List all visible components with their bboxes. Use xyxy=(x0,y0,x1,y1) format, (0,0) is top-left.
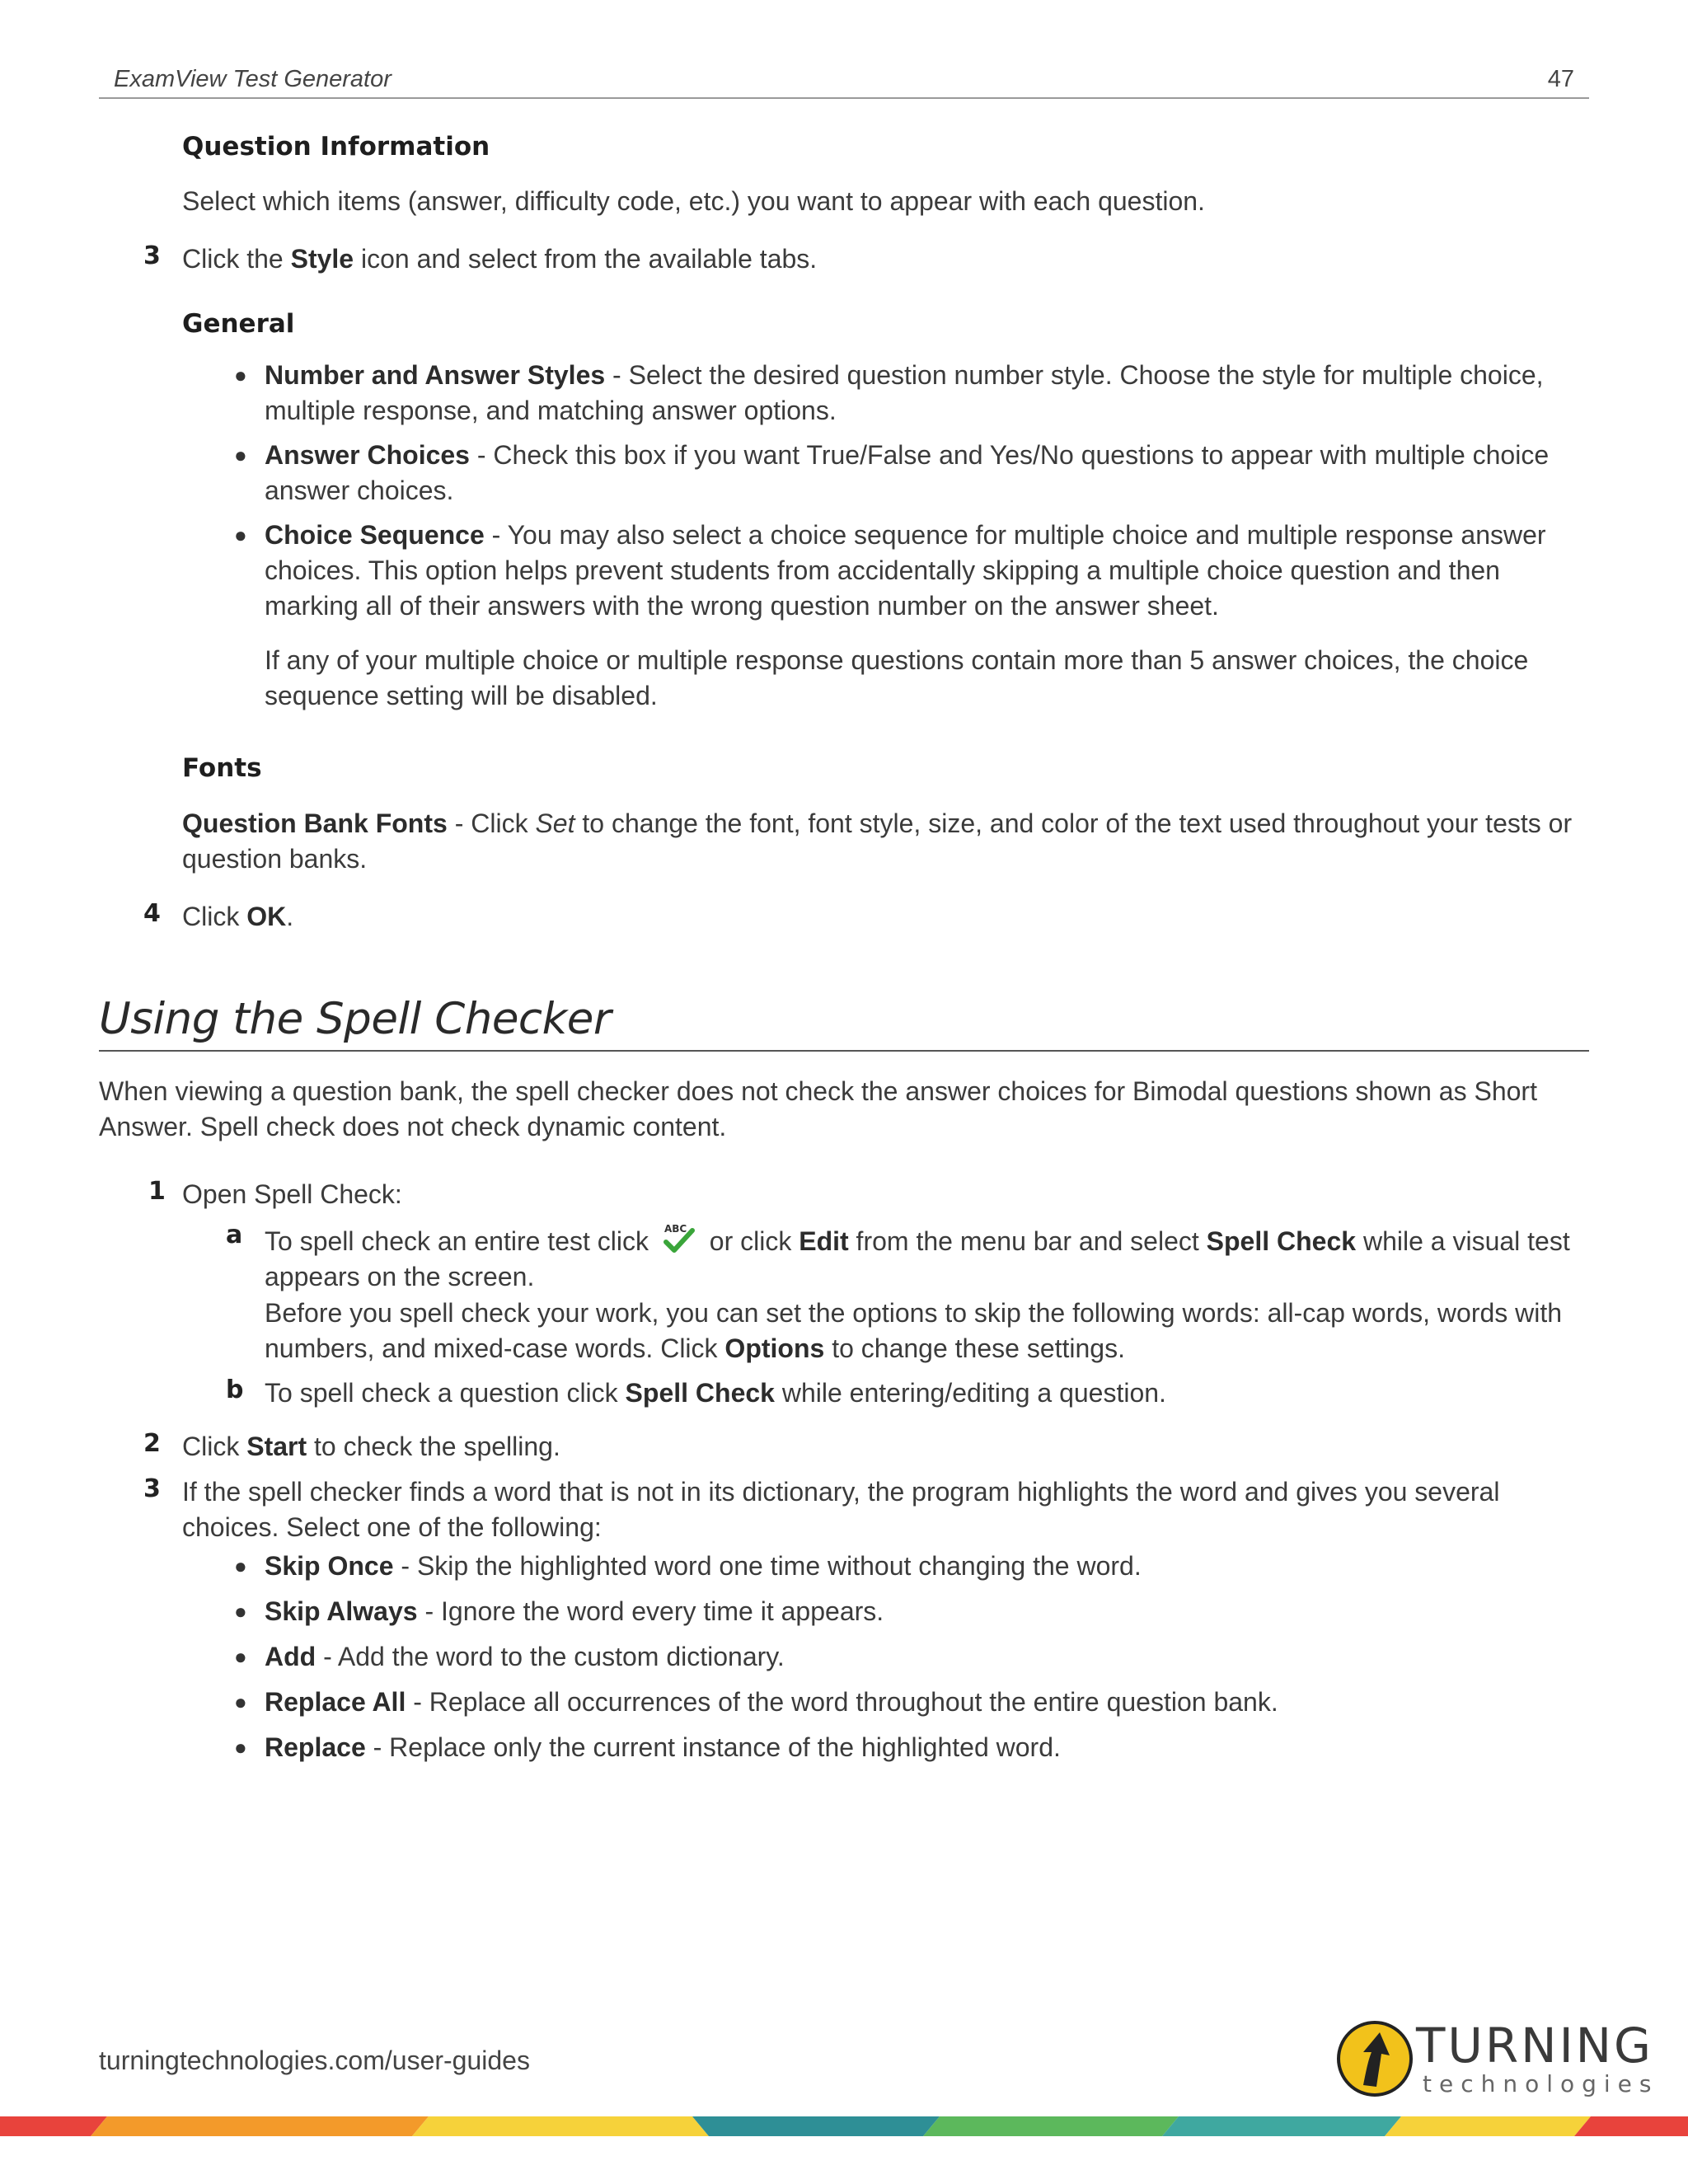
step-number: 3 xyxy=(143,241,161,270)
logo-arrow-icon xyxy=(1335,2019,1414,2098)
question-info-heading: Question Information xyxy=(182,132,490,162)
question-info-text: Select which items (answer, difficulty code, etc.) you want to appear with each question. xyxy=(182,186,1205,216)
page-number: 47 xyxy=(1547,66,1574,92)
bullet: ● xyxy=(234,443,247,467)
substep-a-text: To spell check an entire test click ABC or click Edit from the menu bar and select Spell Check while a visual test appears on the screen. xyxy=(265,1221,1600,1295)
step-number: 1 xyxy=(148,1177,166,1206)
step-number: 2 xyxy=(143,1429,161,1458)
general-heading: General xyxy=(182,309,295,339)
step-number: 4 xyxy=(143,899,161,928)
bullet: ● xyxy=(234,1599,247,1624)
step-3-spell-text: If the spell checker finds a word that is not in its dictionary, the program highlights the word and gives you several choices. Select one of the following: xyxy=(182,1477,1500,1542)
svg-text:ABC: ABC xyxy=(663,1223,687,1235)
bullet: ● xyxy=(234,1690,247,1714)
list-item: Number and Answer Styles - Select the desired question number style. Choose the style for multiple choice, multiple response, and matching answer options. xyxy=(265,360,1544,425)
page-header xyxy=(99,64,1589,99)
spell-intro: When viewing a question bank, the spell checker does not check the answer choices for Bimodal questions shown as Short Answer. Spell check does not check dynamic content. xyxy=(99,1076,1537,1141)
bullet: ● xyxy=(234,1735,247,1760)
list-item: Skip Always - Ignore the word every time it appears. xyxy=(265,1596,884,1626)
substep-letter: b xyxy=(226,1376,244,1404)
substep-letter: a xyxy=(226,1221,243,1249)
fonts-heading: Fonts xyxy=(182,753,262,783)
fonts-text: Question Bank Fonts - Click Set to change the font, font style, size, and color of the text used throughout your tests or question banks. xyxy=(182,808,1573,874)
step-4-text: Click OK. xyxy=(182,902,294,931)
logo-subwordmark: technologies xyxy=(1423,2070,1659,2097)
logo-wordmark: TURNING xyxy=(1416,2018,1654,2074)
bullet: ● xyxy=(234,363,247,387)
step-number: 3 xyxy=(143,1474,161,1503)
spell-check-icon[interactable] xyxy=(661,1221,697,1257)
step-1-text: Open Spell Check: xyxy=(182,1179,402,1209)
turning-technologies-logo xyxy=(1335,2018,1659,2100)
list-item: Replace All - Replace all occurrences of the word throughout the entire question bank. xyxy=(265,1687,1278,1717)
bullet: ● xyxy=(234,1644,247,1669)
bullet: ● xyxy=(234,1554,247,1578)
section-title: Using the Spell Checker xyxy=(99,994,612,1044)
list-item: Skip Once - Skip the highlighted word one time without changing the word. xyxy=(265,1551,1142,1581)
step-3-text: Click the Style icon and select from the available tabs. xyxy=(182,244,818,274)
document-title: ExamView Test Generator xyxy=(114,66,392,92)
bullet: ● xyxy=(234,523,247,547)
list-item: Add - Add the word to the custom dictionary. xyxy=(265,1642,785,1671)
footer-url: turningtechnologies.com/user-guides xyxy=(99,2046,530,2075)
step-2-text: Click Start to check the spelling. xyxy=(182,1432,560,1461)
substep-a-note: Before you spell check your work, you can set the options to skip the following words: all-cap words, words with numbers, and mixed-case words. Click Options to change these settings. xyxy=(265,1298,1563,1363)
substep-b-text: To spell check a question click Spell Check while entering/editing a question. xyxy=(265,1378,1166,1408)
list-item: Answer Choices - Check this box if you want True/False and Yes/No questions to appear with multiple choice answer choices. xyxy=(265,440,1550,505)
list-item: Replace - Replace only the current instance of the highlighted word. xyxy=(265,1732,1061,1762)
choice-sequence-note: If any of your multiple choice or multiple response questions contain more than 5 answer choices, the choice sequence setting will be disabled. xyxy=(265,645,1529,710)
footer-color-stripe xyxy=(0,2116,1688,2136)
section-heading xyxy=(99,989,1589,1052)
list-item: Choice Sequence - You may also select a choice sequence for multiple choice and multiple response answer choices. This option helps prevent students from accidentally skipping a multiple choice question and then marking all of their answers with the wrong question number on the answer sheet. xyxy=(265,520,1546,621)
